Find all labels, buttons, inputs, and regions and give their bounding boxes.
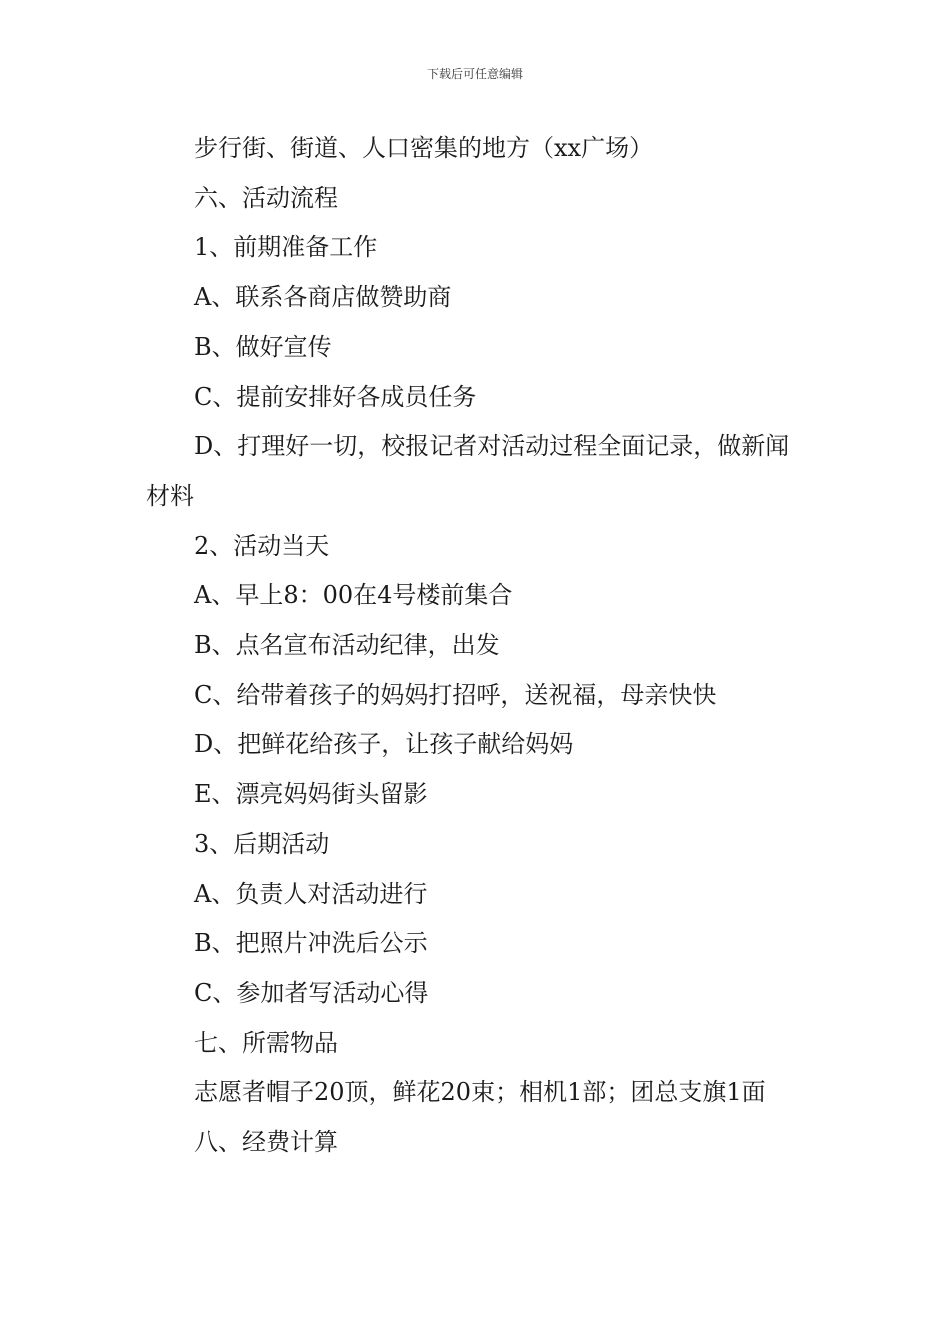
- list-item: B、做好宣传: [194, 332, 332, 361]
- paragraph-location: 步行街、街道、人口密集的地方（xx广场）: [194, 134, 654, 162]
- list-item: C、给带着孩子的妈妈打招呼，送祝福，母亲快快: [194, 680, 717, 709]
- subheading-preparation: 1、前期准备工作: [194, 233, 378, 262]
- list-item: C、参加者写活动心得: [194, 978, 429, 1007]
- subheading-event-day: 2、活动当天: [194, 531, 330, 560]
- section-heading-process: 六、活动流程: [194, 183, 338, 212]
- list-item: D、把鲜花给孩子，让孩子献给妈妈: [194, 730, 574, 759]
- list-item: E、漂亮妈妈街头留影: [194, 780, 428, 809]
- paragraph-supplies: 志愿者帽子20顶，鲜花20束；相机1部；团总支旗1面: [194, 1078, 766, 1107]
- list-item: A、负责人对活动进行: [194, 879, 428, 908]
- list-item: C、提前安排好各成员任务: [194, 382, 477, 411]
- subheading-follow-up: 3、后期活动: [194, 829, 330, 858]
- page-header: 下载后可任意编辑: [426, 67, 523, 81]
- section-heading-budget: 八、经费计算: [194, 1128, 338, 1157]
- list-item: A、联系各商店做赞助商: [194, 283, 452, 312]
- list-item: B、点名宣布活动纪律，出发: [194, 631, 500, 660]
- list-item: D、打理好一切，校报记者对活动过程全面记录，做新闻材料: [146, 432, 790, 510]
- document-body: [146, 124, 810, 1168]
- list-item: B、把照片冲洗后公示: [194, 929, 428, 958]
- list-item: A、早上8：00在4号楼前集合: [194, 581, 513, 610]
- section-heading-supplies: 七、所需物品: [194, 1028, 338, 1057]
